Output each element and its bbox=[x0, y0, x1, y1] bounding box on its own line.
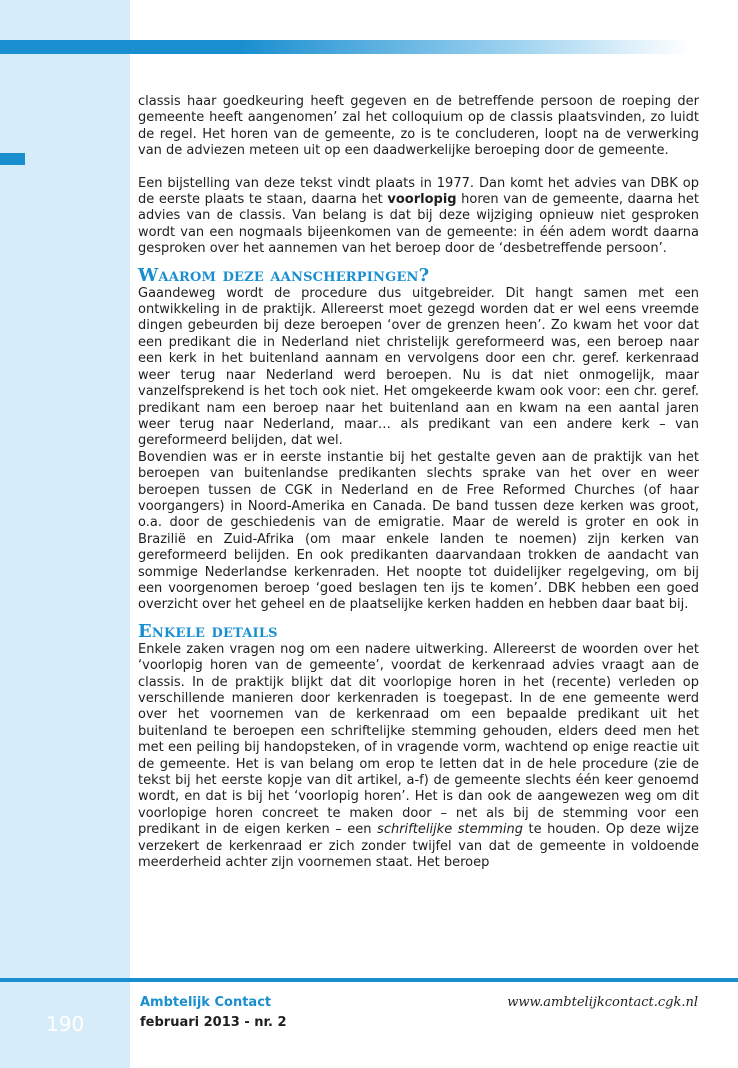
paragraph-3: Gaandeweg wordt de procedure dus uitgebreider. Dit hangt samen met een ontwikkeling in de praktijk. Allereerst moet gezegd worden dat er wel eens vreemde dingen gebeurden bij deze beroepen ‘over de grenzen heen’. Zo kwam het voor dat een predikant die in Nederland niet christelijk gereformeerd was, een beroep naar een kerk in het buitenland aannam en vervolgens door een chr. geref. kerkenraad weer terug naar Nederland werd beroepen. Nu is dat niet onmogelijk, maar vanzelfsprekend is het toch ook niet. Het omgekeerde kwam ook voor: een chr. geref. predikant nam een beroep naar het buitenland aan en kwam na een aantal jaren weer terug naar Nederland, maar… als predikant van een andere kerk – van gereformeerd belijden, dat wel. bbox=[138, 285, 699, 449]
paragraph-5-end: te houden. Op deze wijze verzekert de kerkenraad er zich zonder twijfel van dat de gemeente in voldoende meerderheid achter zijn voornemen staat. Het beroep bbox=[138, 822, 699, 871]
bold-term: voorlopig bbox=[387, 192, 457, 208]
italic-term: schriftelijke stemming bbox=[377, 822, 524, 838]
section-heading-2: Enkele details bbox=[138, 620, 278, 642]
paragraph-2-end: horen van de gemeente, daarna het advies van de classis. Van belang is dat bij deze wijziging opnieuw niet gesproken wordt van een nogmaals bijeenkomen van de gemeente: in één adem wordt daarna gesproken over het aannemen van het beroep door de ‘desbetreffende persoon’. bbox=[138, 192, 699, 257]
paragraph-5 bbox=[138, 642, 699, 872]
paragraph-gap bbox=[138, 160, 699, 176]
article-body bbox=[138, 94, 699, 871]
website-url: www.ambtelijkcontact.cgk.nl bbox=[507, 995, 698, 1010]
issue-label: februari 2013 - nr. 2 bbox=[140, 1015, 287, 1030]
footer-rule bbox=[0, 978, 738, 982]
paragraph-4: Bovendien was er in eerste instantie bij het gestalte geven aan de praktijk van het beroepen van buitenlandse predikanten slechts sprake van het over en weer beroepen tussen de CGK in Nederland en de Free Reformed Churches (of haar voorgangers) in Noord-Amerika en Canada. De band tussen deze kerken was groot, o.a. door de geschiedenis van de emigratie. Maar de wereld is groter en ook in Brazilië en Zuid-Afrika (om maar enkele landen te noemen) zijn kerken van gereformeerd belijden. En ook predikanten daarvandaan trokken de aandacht van sommige Nederlandse kerkenraden. Het noopte tot duidelijker regelgeving, om bij een voorgenomen beroep ‘goed beslagen ten ijs te komen’. DBK hebben een goed overzicht over het geheel en de plaatselijke kerken hadden en hebben daar baat bij. bbox=[138, 449, 699, 613]
top-gradient-bar bbox=[0, 40, 690, 54]
paragraph-2 bbox=[138, 176, 699, 258]
magazine-title: Ambtelijk Contact bbox=[140, 995, 272, 1010]
paragraph-2-start: Een bijstelling van deze tekst vindt plaats in 1977. Dan komt het advies van DBK op de eerste plaats te staan, daarna het bbox=[138, 175, 699, 208]
paragraph-1: classis haar goedkeuring heeft gegeven en de betreffende persoon de roeping der gemeente heeft aangenomen’ zal het colloquium op de classis plaatsvinden, zo luidt de regel. Het horen van de gemeente, zo is te concluderen, loopt na de verwerking van de adviezen meteen uit op een daadwerkelijke beroeping door de gemeente. bbox=[138, 94, 699, 159]
page-number: 190 bbox=[46, 1012, 85, 1036]
section-heading-1: Waarom deze aanscherpingen? bbox=[138, 264, 430, 286]
side-marker bbox=[0, 153, 25, 165]
paragraph-5-start: Enkele zaken vragen nog om een nadere uitwerking. Allereerst de woorden over het ‘voorlopig horen van de gemeente’, voordat de kerkenraad advies vraagt aan de classis. In de praktijk blijkt dat dit voorlopige horen in het (recente) verleden op verschillende manieren door kerkenraden is toegepast. In de ene gemeente werd over het voornemen van de kerkenraad om een bepaalde predikant uit het buitenland te beroepen een schriftelijke stemming gehouden, elders deed men het met een peiling bij handopsteken, of in vragende vorm, wachtend op enige reactie uit de gemeente. Het is van belang om erop te letten dat in de hele procedure (zie de tekst bij het eerste kopje van dit artikel, a-f) de gemeente slechts één keer genoemd wordt, en dat is bij het ‘voorlopig horen’. Het is dan ook de aangewezen weg om dit voorlopige horen concreet te maken door – net als bij de stemming voor een predikant in de eigen kerken – een bbox=[138, 641, 699, 838]
